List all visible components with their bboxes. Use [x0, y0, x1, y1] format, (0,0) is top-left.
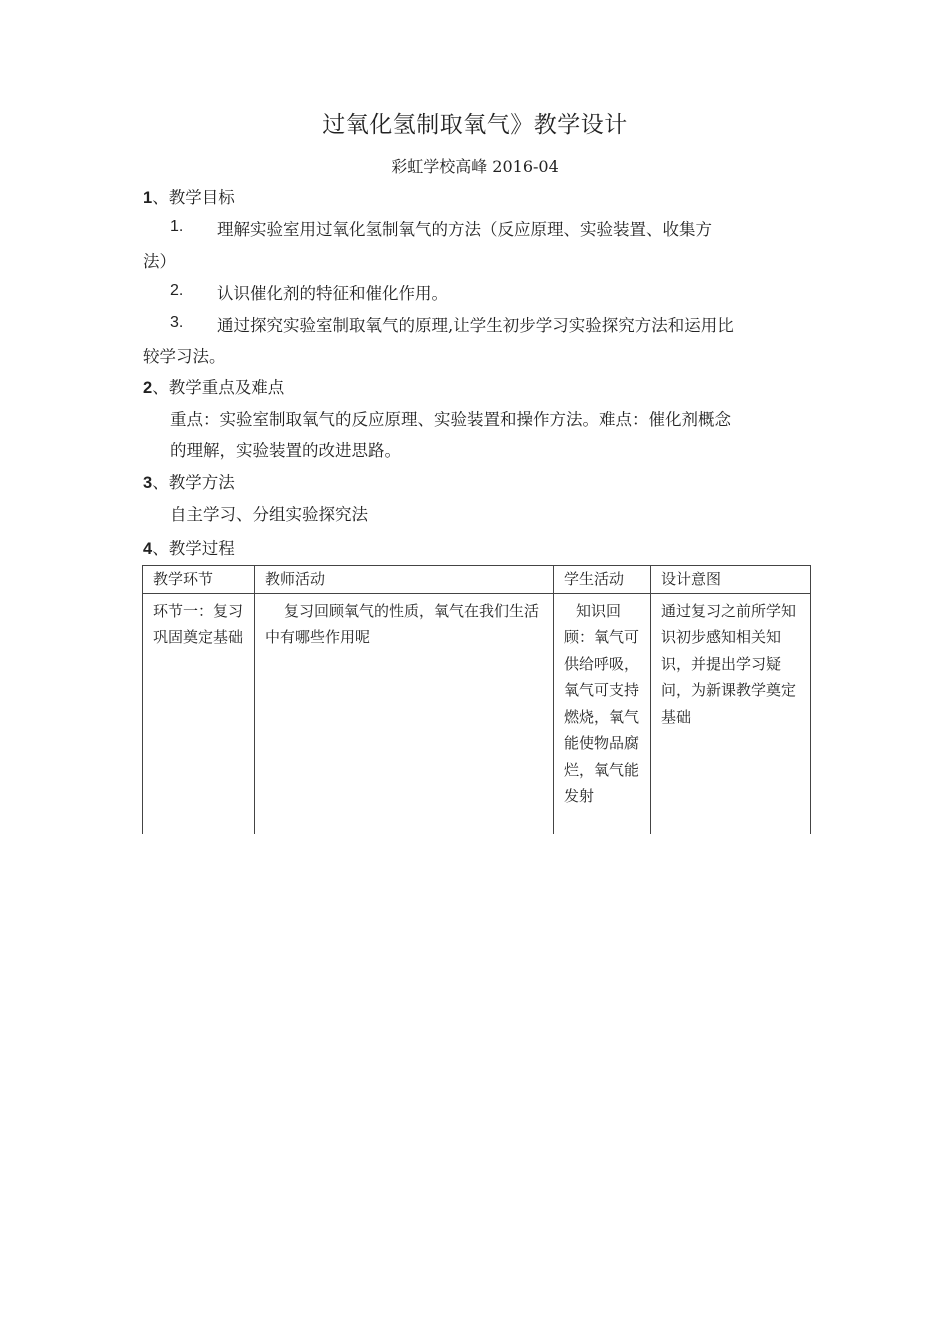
- header-cell-teacher: 教师活动: [255, 566, 554, 594]
- header-cell-intent: 设计意图: [651, 566, 811, 594]
- document-subtitle: 彩虹学校高峰 2016-04: [391, 157, 559, 176]
- cell-student-activity: 知识回顾：氧气可供给呼吸，氧气可支持燃烧，氧气能使物品腐烂，氧气能发射: [554, 593, 651, 834]
- table-row: [143, 593, 811, 834]
- objective-number-1: 1.: [170, 218, 184, 235]
- key-points-line-1: 重点：实验室制取氧气的反应原理、实验装置和操作方法。难点：催化剂概念: [170, 410, 731, 429]
- teaching-methods-text: 自主学习、分组实验探究法: [170, 505, 368, 524]
- section-heading-4: [143, 535, 235, 559]
- section-title: 教学目标: [168, 188, 235, 207]
- section-number: 2: [143, 379, 153, 397]
- teaching-process-table: [142, 565, 811, 834]
- section-separator: 、: [152, 188, 169, 207]
- objective-text-2: 认识催化剂的特征和催化作用。: [217, 284, 448, 303]
- section-number: 1: [143, 189, 153, 207]
- section-separator: 、: [152, 539, 169, 558]
- objective-text-3-cont: 较学习法。: [143, 347, 226, 366]
- header-cell-student: 学生活动: [554, 566, 651, 594]
- objective-text-3: 通过探究实验室制取氧气的原理,让学生初步学习实验探究方法和运用比: [217, 316, 734, 335]
- document-title: 过氧化氢制取氧气》教学设计: [322, 112, 628, 138]
- section-heading-1: [143, 184, 235, 208]
- section-separator: 、: [152, 378, 169, 397]
- objective-text-1: 理解实验室用过氧化氢制氧气的方法（反应原理、实验装置、收集方: [217, 220, 712, 239]
- objective-number-3: 3.: [170, 314, 184, 331]
- section-title: 教学方法: [168, 473, 235, 492]
- section-heading-3: [143, 469, 235, 493]
- section-number: 3: [143, 474, 153, 492]
- cell-design-intent: 通过复习之前所学知识初步感知相关知识，并提出学习疑问，为新课教学奠定基础: [651, 593, 811, 834]
- key-points-line-2: 的理解，实验装置的改进思路。: [170, 441, 401, 460]
- section-separator: 、: [152, 473, 169, 492]
- section-number: 4: [143, 540, 153, 558]
- section-heading-2: [143, 374, 284, 398]
- cell-stage: 环节一：复习巩固奠定基础: [143, 593, 255, 834]
- table-header-row: [143, 566, 811, 594]
- cell-teacher-activity: 复习回顾氧气的性质，氧气在我们生活中有哪些作用呢: [255, 593, 554, 834]
- header-cell-stage: 教学环节: [143, 566, 255, 594]
- section-title: 教学过程: [168, 539, 235, 558]
- objective-number-2: 2.: [170, 282, 184, 299]
- objective-text-1-cont: 法）: [143, 252, 176, 271]
- section-title: 教学重点及难点: [168, 378, 285, 397]
